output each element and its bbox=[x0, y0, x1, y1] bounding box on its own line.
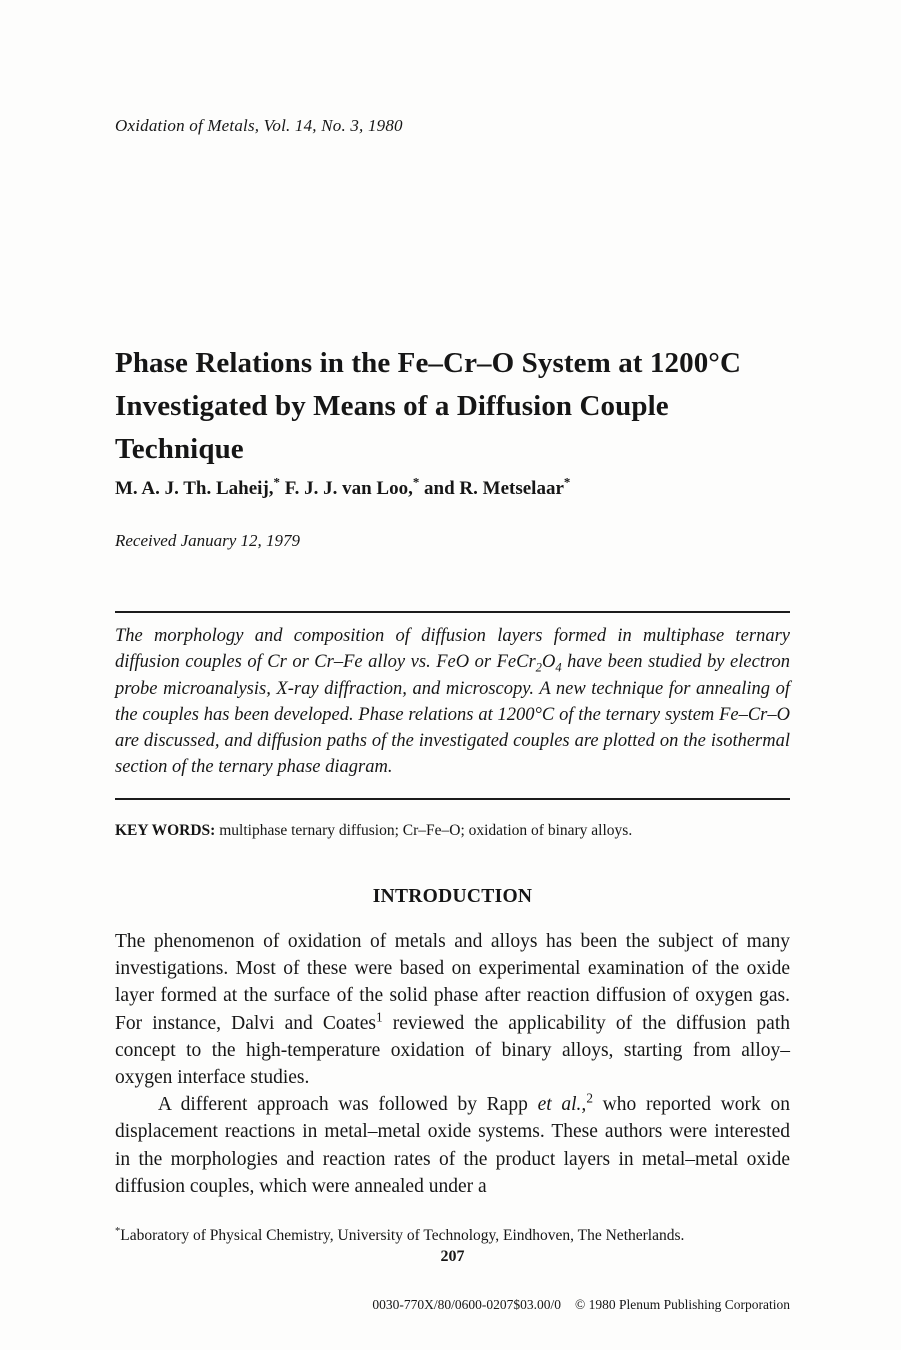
et-al-italic: et al., bbox=[537, 1094, 587, 1116]
keywords-line bbox=[115, 822, 790, 840]
article-title-line-1: Phase Relations in the Fe–Cr–O System at 1200°C bbox=[115, 347, 742, 379]
abstract-part-1: The morphology and composition of diffusion layers formed in multiphase ternary diffusion couples of Cr or Cr–Fe alloy vs. FeO or FeCr bbox=[115, 626, 790, 673]
footnote-asterisk: * bbox=[115, 1225, 121, 1237]
author-1: M. A. J. Th. Laheij, bbox=[115, 478, 274, 499]
paragraph-1 bbox=[115, 928, 790, 1091]
paragraph-1-text-b: reviewed the applicability of the diffusion path concept to the high-temperature oxidation of binary alloys, starting from alloy–oxygen interface studies. bbox=[115, 1012, 791, 1089]
affiliation-footnote bbox=[115, 1227, 790, 1245]
paragraph-2 bbox=[115, 1091, 790, 1200]
article-title-line-3: Technique bbox=[115, 433, 244, 465]
author-1-asterisk: * bbox=[273, 474, 280, 490]
abstract-part-2: O bbox=[541, 652, 556, 673]
abstract-rule-top bbox=[115, 611, 790, 613]
section-heading-introduction: INTRODUCTION bbox=[372, 886, 533, 907]
introduction-body bbox=[115, 928, 790, 1200]
page-number: 207 bbox=[440, 1248, 465, 1265]
article-title-line-2: Investigated by Means of a Diffusion Couple bbox=[115, 390, 669, 422]
copyright-notice: © 1980 Plenum Publishing Corporation bbox=[574, 1297, 790, 1312]
abstract-subscript-2: 2 bbox=[535, 660, 542, 675]
reference-superscript-1: 1 bbox=[375, 1009, 383, 1025]
reference-superscript-2: 2 bbox=[586, 1090, 593, 1106]
abstract-text bbox=[115, 623, 790, 781]
keywords-label: KEY WORDS: bbox=[115, 822, 216, 839]
author-2: F. J. J. van Loo, bbox=[279, 478, 413, 499]
paragraph-2-text-a: A different approach was followed by Rapp bbox=[157, 1094, 538, 1116]
issn-code: 0030-770X/80/0600-0207$03.00/0 bbox=[372, 1297, 561, 1312]
paragraph-1-text-a: The phenomenon of oxidation of metals and alloys has been the subject of many investigations. Most of these were based on experimental examination of the oxide layer formed at the surface of the solid phase after reaction diffusion of oxygen gas. For instance, Dalvi and Coates bbox=[115, 931, 790, 1034]
author-3-asterisk: * bbox=[563, 474, 571, 490]
abstract-part-3: have been studied by electron probe microanalysis, X-ray diffraction, and microscopy. A new technique for annealing of the couples has been developed. Phase relations at 1200°C of the ternary system Fe–Cr–O are discussed, and diffusion paths of the investigated couples are plotted on the isothermal section of the ternary phase diagram. bbox=[115, 652, 790, 778]
article-title bbox=[115, 342, 790, 471]
footnote-text: Laboratory of Physical Chemistry, University of Technology, Eindhoven, The Netherlands. bbox=[120, 1227, 685, 1244]
author-2-asterisk: * bbox=[412, 474, 420, 490]
paragraph-2-text-b: who reported work on displacement reactions in metal–metal oxide systems. These authors were interested in the morphologies and reaction rates of the product layers in metal–metal oxide diffusion couples, which were annealed under a bbox=[115, 1094, 790, 1197]
authors-line bbox=[115, 474, 790, 500]
received-date-line: Received January 12, 1979 bbox=[115, 531, 301, 550]
journal-header: Oxidation of Metals, Vol. 14, No. 3, 1980 bbox=[115, 116, 403, 135]
author-3: and R. Metselaar bbox=[419, 478, 564, 499]
abstract-subscript-4: 4 bbox=[555, 660, 562, 675]
issn-copyright-line bbox=[115, 1297, 790, 1313]
abstract-rule-bottom bbox=[115, 798, 790, 800]
keywords-text: multiphase ternary diffusion; Cr–Fe–O; oxidation of binary alloys. bbox=[215, 822, 633, 839]
